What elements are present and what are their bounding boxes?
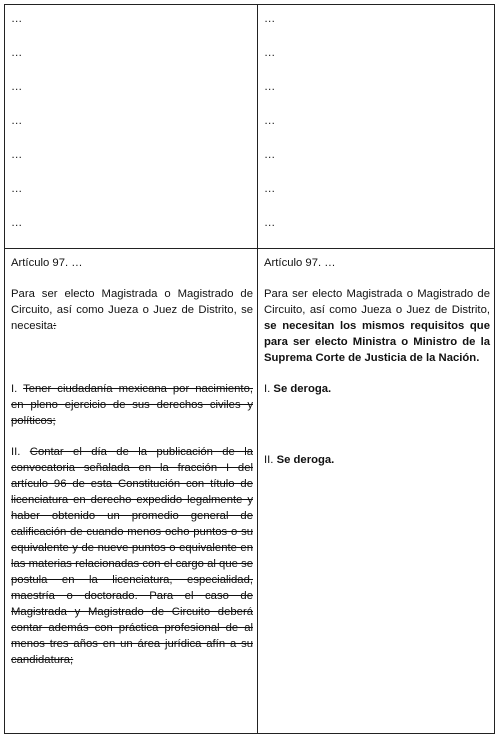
ellipsis-line: … <box>264 183 276 195</box>
fraction-i <box>264 381 490 397</box>
left-ellipsis-cell <box>5 5 258 249</box>
ellipsis-line: … <box>11 217 23 229</box>
fraction-ii <box>11 444 253 668</box>
fraction-i <box>11 381 253 429</box>
comparison-table <box>4 4 495 734</box>
ellipsis-line: … <box>11 115 23 127</box>
fraction-number: I. <box>264 383 274 395</box>
left-article-cell <box>5 249 258 734</box>
article-heading: Artículo 97. … <box>264 257 336 269</box>
right-article-cell <box>258 249 495 734</box>
ellipsis-line: … <box>264 217 276 229</box>
fraction-number: II. <box>264 454 277 466</box>
added-text: Se deroga. <box>273 383 332 395</box>
ellipsis-line: … <box>264 13 276 25</box>
intro-text: Para ser electo Magistrada o Magistrado de Circuito, así como Jueza o Juez de Distrito, se necesita <box>11 288 253 332</box>
ellipsis-line: … <box>264 115 276 127</box>
intro-text: Para ser electo Magistrada o Magistrado de Circuito, así como Jueza o Juez de Distrito, <box>264 288 490 316</box>
ellipsis-line: … <box>11 149 23 161</box>
right-ellipsis-cell <box>258 5 495 249</box>
added-text: Se deroga. <box>276 454 335 466</box>
deleted-text: Tener ciudadanía mexicana por nacimiento, en pleno ejercicio de sus derechos civiles y políticos; <box>11 383 253 427</box>
ellipsis-line: … <box>11 183 23 195</box>
article-intro <box>11 286 253 334</box>
ellipsis-line: … <box>11 13 23 25</box>
fraction-ii <box>264 452 490 468</box>
ellipsis-line: … <box>11 47 23 59</box>
fraction-number: II. <box>11 446 30 458</box>
article-heading: Artículo 97. … <box>11 257 83 269</box>
article-intro <box>264 286 490 366</box>
added-text: se necesitan los mismos requisitos que para ser electo Ministra o Ministro de la Suprema Corte de Justicia de la Nación. <box>264 320 490 364</box>
ellipsis-line: … <box>264 47 276 59</box>
table-row <box>5 249 495 734</box>
deleted-text: : <box>53 320 57 332</box>
table-row <box>5 5 495 249</box>
ellipsis-line: … <box>264 149 276 161</box>
fraction-number: I. <box>11 383 24 395</box>
ellipsis-line: … <box>11 81 23 93</box>
deleted-text: Contar el día de la publicación de la convocatoria señalada en la fracción I del artículo 96 de esta Constitución con título de licenciatura en derecho expedido legalmente y haber obtenido un promedio general de calificación de cuando menos ocho puntos o su equivalente y de nueve puntos o equivalente en las materias relacionadas con el cargo al que se postula en la licenciatura, especialidad, maestría o doctorado. Para el caso de Magistrada y Magistrado de Circuito deberá contar además con práctica profesional de al menos tres años en un área jurídica afín a su candidatura; <box>11 446 253 666</box>
ellipsis-line: … <box>264 81 276 93</box>
